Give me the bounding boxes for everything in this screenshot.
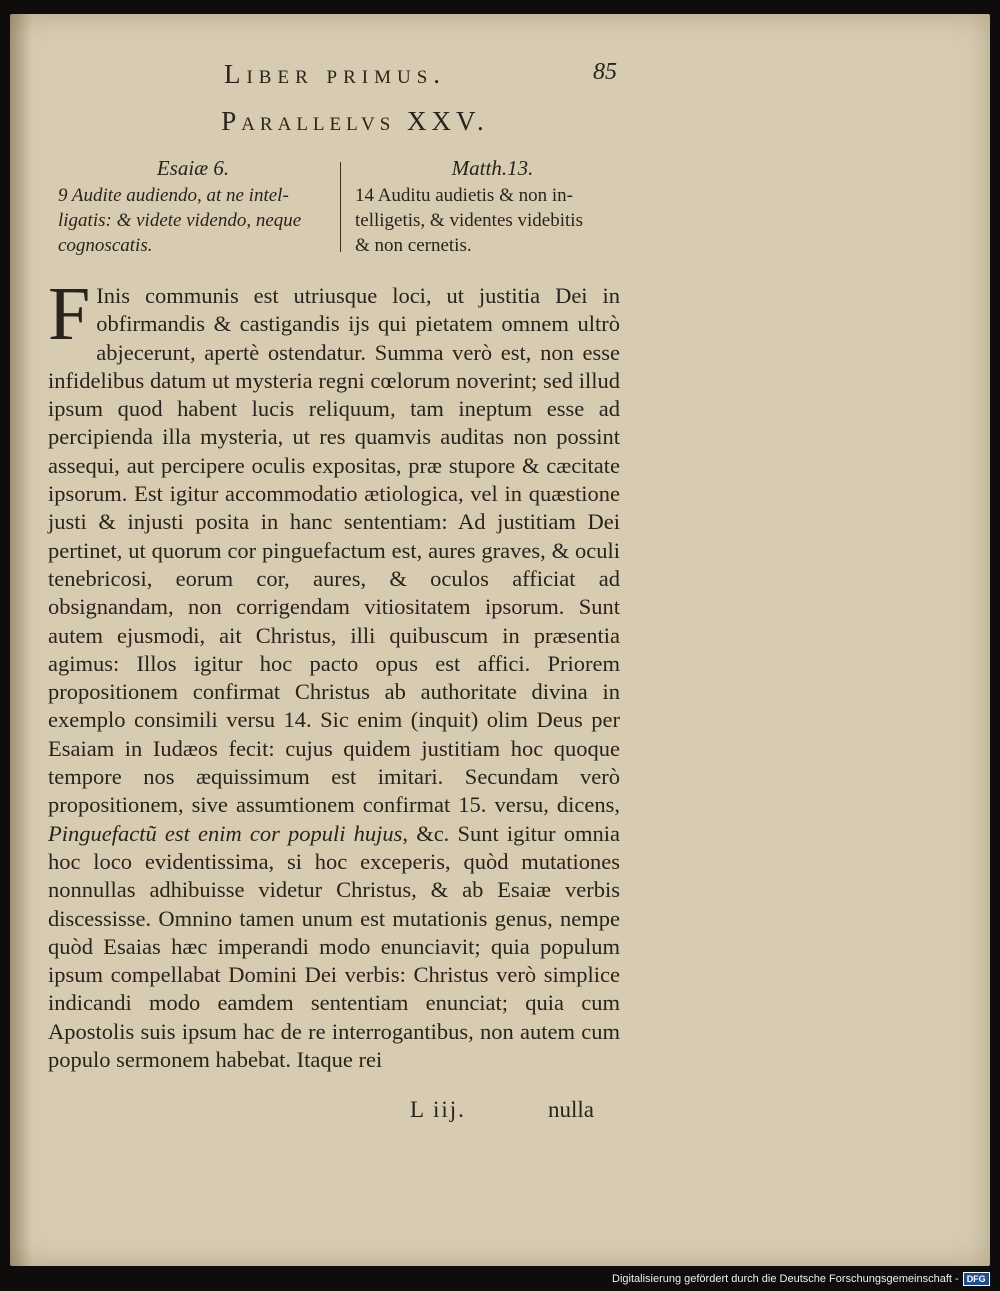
column-reference: Esaiæ 6. [156, 156, 230, 180]
parallel-column-left [58, 156, 328, 258]
quoted-phrase: Pinguefactũ est enim cor populi hujus [48, 820, 403, 846]
drop-cap: F [48, 272, 91, 356]
digitization-footer [612, 1270, 992, 1288]
running-head [10, 59, 990, 99]
column-line: 9 Audite audiendo, at ne intel- [58, 185, 289, 206]
body-paragraph [48, 272, 620, 1074]
column-line: & non cernetis. [355, 235, 472, 256]
section-title: Parallelvs XXV. [221, 106, 489, 136]
footer-text: Digitalisierung gefördert durch die Deutsche Forschungsgemeinschaft - [612, 1273, 959, 1285]
column-divider [340, 162, 341, 252]
catchword: nulla [548, 1097, 594, 1122]
column-line: cognoscatis. [58, 235, 153, 256]
column-reference: Matth.13. [451, 156, 534, 180]
column-line: ligatis: & videte videndo, neque [58, 210, 302, 231]
running-title: Liber primus. [223, 59, 447, 89]
column-line: 14 Auditu audietis & non in- [355, 185, 573, 206]
dfg-logo: DFG [963, 1272, 990, 1286]
body-text-part: Inis communis est utriusque loci, ut justitia Dei in obfirmandis & castigandis ijs qui pietatem omnem ultrò abjecerunt, apertè ostendatur. Summa verò est, non esse infidelibus datum ut mysteria regni cœlorum noverint; sed illud ipsum quod habent lucis reliquum, tam ineptum esse ad percipienda illa mysteria, ut res quamvis auditas non possint assequi, aut percipere oculis expositas, præ stupore & cæcitate ipsorum. Est igitur accommodatio ætiologica, vel in quæstione justi & injusti posita in hanc sententiam: Ad justitiam Dei pertinet, ut quorum cor pinguefactum est, aures graves, & oculi tenebricosi, eorum cor, aures, & oculos afficiat ad obsignandam, non corrigendam vitiositatem ipsorum. Sunt autem ejusmodi, ait Christus, illi quibuscum in præsentia agimus: Illos igitur hoc pacto opus est affici. Priorem propositionem confirmat Christus ab authoritate divina in exemplo consimili versu 14. Sic enim (inquit) olim Deus per Esaiam in Iudæos fecit: cujus quidem justitiam hoc quoque tempore nos æquissimum est imitari. Secundam verò propositionem, sive assumtionem confirmat 15. versu, dicens, [48, 283, 620, 818]
page-number: 85 [593, 59, 617, 85]
column-line: telligetis, & videntes videbitis [355, 210, 583, 231]
book-page [10, 14, 990, 1266]
parallel-column-right [355, 156, 630, 258]
body-text-part: , &c. Sunt igitur omnia hoc loco evidentissima, si hoc exceperis, quòd mutationes nonnullas adhibuisse videtur Christus, & ab Esaiæ verbis discessisse. Omnino tamen unum est mutationis genus, nempe quòd Esaias hæc imperandi modo enunciavit; quia populum ipsum compellabat Domini Dei verbis: Christus verò simplice indicandi modo eamdem sententiam enunciat; quia cum Apostolis suis ipsum hac de re interrogantibus, non autem cum populo sermonem habebat. Itaque rei [48, 820, 620, 1073]
signature-mark: L iij. [410, 1097, 466, 1122]
